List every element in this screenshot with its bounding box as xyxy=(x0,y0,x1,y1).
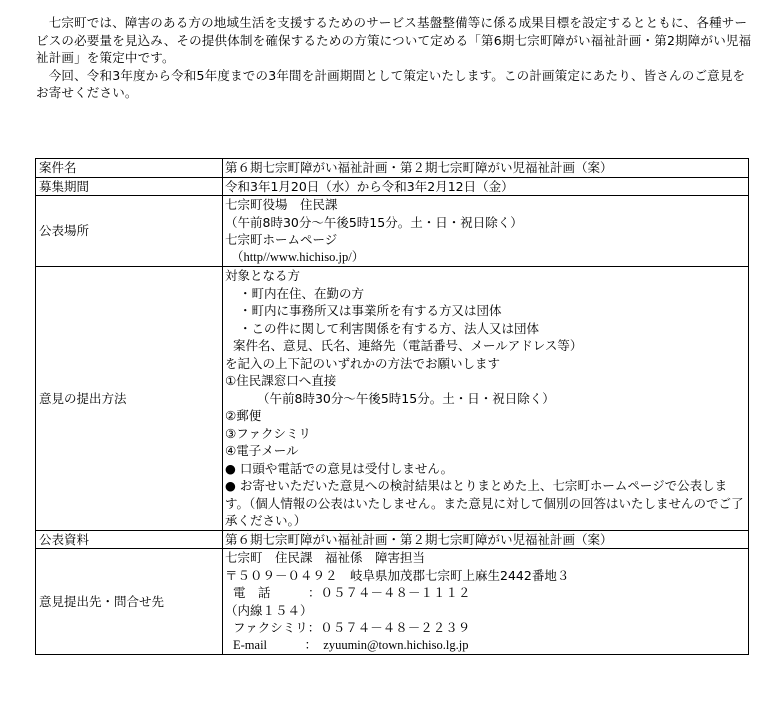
method-line: ③ファクシミリ xyxy=(225,425,311,441)
place-url[interactable]: （http//www.hichiso.jp/） xyxy=(231,249,365,264)
method-line: ①住民課窓口へ直接 xyxy=(225,373,337,388)
method-line: ②郵便 xyxy=(225,408,262,423)
place-line: 七宗町役場 住民課 xyxy=(225,197,338,212)
method-line: ・町内在住、在勤の方 xyxy=(239,285,365,301)
table-row xyxy=(36,159,749,178)
table-row xyxy=(36,549,749,655)
method-line: 案件名、意見、氏名、連絡先（電話番号、メールアドレス等） xyxy=(233,338,583,353)
contact-email[interactable]: E-mail ： zyuumin@town.hichiso.lg.jp xyxy=(233,637,469,652)
place-value xyxy=(223,196,749,267)
table-row xyxy=(36,267,749,531)
contact-line: 〒５０９－０４９２ 岐阜県加茂郡七宗町上麻生2442番地３ xyxy=(225,567,570,583)
intro-text xyxy=(36,14,756,102)
place-line: （午前8時30分～午後5時15分。土・日・祝日除く） xyxy=(225,214,523,230)
case-name-value: 第６期七宗町障がい福祉計画・第２期七宗町障がい児福祉計画（案） xyxy=(223,159,749,178)
place-label: 公表場所 xyxy=(36,196,223,267)
contact-line: （内線１５４） xyxy=(225,602,313,618)
table-row xyxy=(36,177,749,196)
public-comment-table xyxy=(35,158,749,655)
table-row xyxy=(36,530,749,549)
method-line: ・町内に事務所又は事業所を有する方又は団体 xyxy=(239,303,502,318)
contact-value xyxy=(223,549,749,655)
intro-paragraph-2: 今回、令和3年度から令和5年度までの3年間を計画期間として策定いたします。この計画策定にあたり、皆さんのご意見をお寄せください。 xyxy=(36,67,746,100)
method-line: 対象となる方 xyxy=(225,268,301,283)
table-row xyxy=(36,196,749,267)
material-value: 第６期七宗町障がい福祉計画・第２期七宗町障がい児福祉計画（案） xyxy=(223,530,749,549)
contact-line: 七宗町 住民課 福祉係 障害担当 xyxy=(225,550,426,565)
contact-line: ファクシミリ：０５７４－４８－２２３９ xyxy=(233,620,471,635)
intro-paragraph-1: 七宗町では、障害のある方の地域生活を支援するためのサービス基盤整備等に係る成果目標を設定するとともに、各種サービスの必要量を見込み、その提供体制を確保するための方策について定める「第6期七宗町障がい福祉計画・第2期障がい児福祉計画」を策定中です。 xyxy=(36,15,752,65)
method-line: ・この件に関して利害関係を有する方、法人又は団体 xyxy=(239,320,540,336)
method-line: ④電子メール xyxy=(225,443,299,458)
case-name-label: 案件名 xyxy=(36,159,223,178)
place-line: 七宗町ホームページ xyxy=(225,232,338,247)
contact-label: 意見提出先・問合せ先 xyxy=(36,549,223,655)
method-line: （午前8時30分～午後5時15分。土・日・祝日除く） xyxy=(257,390,555,406)
period-value: 令和3年1月20日（水）から令和3年2月12日（金） xyxy=(223,177,749,196)
contact-line: 電 話 ：０５７４－４８－１１１２ xyxy=(233,585,471,600)
period-label: 募集期間 xyxy=(36,177,223,196)
method-label: 意見の提出方法 xyxy=(36,267,223,531)
method-value xyxy=(223,267,749,531)
material-label: 公表資料 xyxy=(36,530,223,549)
method-line: ● お寄せいただいた意見への検討結果はとりまとめた上、七宗町ホームページで公表します。（個人情報の公表はいたしません。また意見に対して個別の回答はいたしませんのでご了承ください。） xyxy=(225,478,744,528)
method-line: ● 口頭や電話での意見は受付しません。 xyxy=(225,460,454,476)
method-line: を記入の上下記のいずれかの方法でお願いします xyxy=(225,355,501,371)
